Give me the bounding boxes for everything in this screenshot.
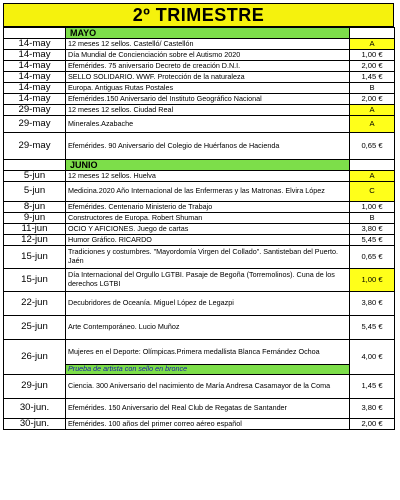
table-row (4, 235, 395, 246)
issue-date: 14-may (4, 50, 66, 61)
issue-date: 14-may (4, 61, 66, 72)
stamp-description: Efemérides. 75 aniversario Decreto de creación D.N.I. (66, 61, 350, 72)
stamp-value: 4,00 € (350, 340, 395, 375)
table-row (4, 269, 395, 292)
stamp-value: B (350, 213, 395, 224)
table-row (4, 83, 395, 94)
table-row (4, 72, 395, 83)
stamp-value: 1,00 € (350, 202, 395, 213)
issue-date: 12-jun (4, 235, 66, 246)
issue-date: 5-jun (4, 182, 66, 202)
stamp-description: 12 meses 12 sellos. Castelló/ Castellón (66, 39, 350, 50)
section-blank-cell (350, 28, 395, 39)
stamp-description: Minerales.Azabache (66, 116, 350, 133)
stamp-description: 12 meses 12 sellos. Huelva (66, 171, 350, 182)
section-blank-cell (4, 28, 66, 39)
issue-date: 14-may (4, 94, 66, 105)
issue-date: 5-jun (4, 171, 66, 182)
stamp-value: 1,00 € (350, 269, 395, 292)
table-row (4, 116, 395, 133)
table-row (4, 246, 395, 269)
stamp-description: 12 meses 12 sellos. Ciudad Real (66, 105, 350, 116)
issue-date: 15-jun (4, 246, 66, 269)
stamp-value: C (350, 182, 395, 202)
stamp-value: A (350, 105, 395, 116)
stamp-calendar-sheet (3, 3, 394, 430)
issue-date: 29-may (4, 105, 66, 116)
issue-date: 29-jun (4, 375, 66, 399)
table-row (4, 419, 395, 430)
stamp-value: 3,80 € (350, 399, 395, 419)
stamp-table (3, 27, 395, 430)
table-row (4, 105, 395, 116)
table-row (4, 202, 395, 213)
stamp-description: Ciencia. 300 Aniversario del nacimiento de María Andresa Casamayor de la Coma (66, 375, 350, 399)
table-row (4, 316, 395, 340)
stamp-value: 2,00 € (350, 61, 395, 72)
table-row (4, 61, 395, 72)
table-row (4, 375, 395, 399)
issue-date: 25-jun (4, 316, 66, 340)
stamp-description: Efemérides. 100 años del primer correo aéreo español (66, 419, 350, 430)
stamp-value: 5,45 € (350, 235, 395, 246)
stamp-description: Mujeres en el Deporte: Olímpicas.Primera medallista Blanca Fernández Ochoa (66, 340, 350, 365)
stamp-description: Arte Contemporáneo. Lucio Muñoz (66, 316, 350, 340)
stamp-description: Constructores de Europa. Robert Shuman (66, 213, 350, 224)
stamp-value: 3,80 € (350, 224, 395, 235)
table-row (4, 171, 395, 182)
section-title: JUNIO (66, 160, 350, 171)
stamp-value: 3,80 € (350, 292, 395, 316)
stamp-value: A (350, 116, 395, 133)
stamp-value: 2,00 € (350, 419, 395, 430)
stamp-description: Día Internacional del Orgullo LGTBI. Pasaje de Begoña (Torremolinos). Cuna de los derechos LGTBI (66, 269, 350, 292)
table-row (4, 224, 395, 235)
stamp-value: A (350, 171, 395, 182)
issue-date: 15-jun (4, 269, 66, 292)
page-title: 2º TRIMESTRE (3, 3, 394, 27)
table-row (4, 94, 395, 105)
stamp-value: A (350, 39, 395, 50)
issue-date: 26-jun (4, 340, 66, 375)
stamp-description: Efemérides. 90 Aniversario del Colegio de Huérfanos de Hacienda (66, 133, 350, 160)
table-row (4, 50, 395, 61)
stamp-description: Efemérides. Centenario Ministerio de Trabajo (66, 202, 350, 213)
stamp-value: 1,45 € (350, 375, 395, 399)
stamp-description: Medicina.2020 Año Internacional de las Enfermeras y las Matronas. Elvira López (66, 182, 350, 202)
stamp-description: SELLO SOLIDARIO. WWF. Protección de la naturaleza (66, 72, 350, 83)
stamp-value: 0,65 € (350, 246, 395, 269)
section-blank-cell (350, 160, 395, 171)
issue-date: 30-jun. (4, 419, 66, 430)
stamp-description: Decubridores de Oceanía. Miguel López de Legazpi (66, 292, 350, 316)
stamp-value: 5,45 € (350, 316, 395, 340)
stamp-description: Europa. Antiguas Rutas Postales (66, 83, 350, 94)
section-header-row (4, 160, 395, 171)
section-header-row (4, 28, 395, 39)
stamp-description: Efemérides. 150 Aniversario del Real Club de Regatas de Santander (66, 399, 350, 419)
stamp-value: 2,00 € (350, 94, 395, 105)
issue-date: 8-jun (4, 202, 66, 213)
artist-proof-note: Prueba de artista con sello en bronce (66, 365, 350, 375)
stamp-description: Día Mundial de Concienciación sobre el Autismo 2020 (66, 50, 350, 61)
issue-date: 22-jun (4, 292, 66, 316)
table-row (4, 292, 395, 316)
table-row (4, 182, 395, 202)
stamp-value: 1,45 € (350, 72, 395, 83)
section-title: MAYO (66, 28, 350, 39)
issue-date: 11-jun (4, 224, 66, 235)
stamp-description: Tradiciones y costumbres. "Mayordomía Virgen del Collado". Santisteban del Puerto. Jaén (66, 246, 350, 269)
stamp-description: OCIO Y AFICIONES. Juego de cartas (66, 224, 350, 235)
stamp-value: 0,65 € (350, 133, 395, 160)
issue-date: 14-may (4, 83, 66, 94)
stamp-value: B (350, 83, 395, 94)
issue-date: 29-may (4, 133, 66, 160)
issue-date: 14-may (4, 72, 66, 83)
table-row (4, 399, 395, 419)
issue-date: 30-jun. (4, 399, 66, 419)
section-blank-cell (4, 160, 66, 171)
table-row (4, 39, 395, 50)
stamp-description: Humor Gráfico. RICARDO (66, 235, 350, 246)
stamp-value: 1,00 € (350, 50, 395, 61)
issue-date: 29-may (4, 116, 66, 133)
stamp-description: Efemérides.150 Aniversario del Instituto Geográfico Nacional (66, 94, 350, 105)
issue-date: 9-jun (4, 213, 66, 224)
table-row (4, 133, 395, 160)
table-row (4, 340, 395, 365)
issue-date: 14-may (4, 39, 66, 50)
table-row (4, 213, 395, 224)
